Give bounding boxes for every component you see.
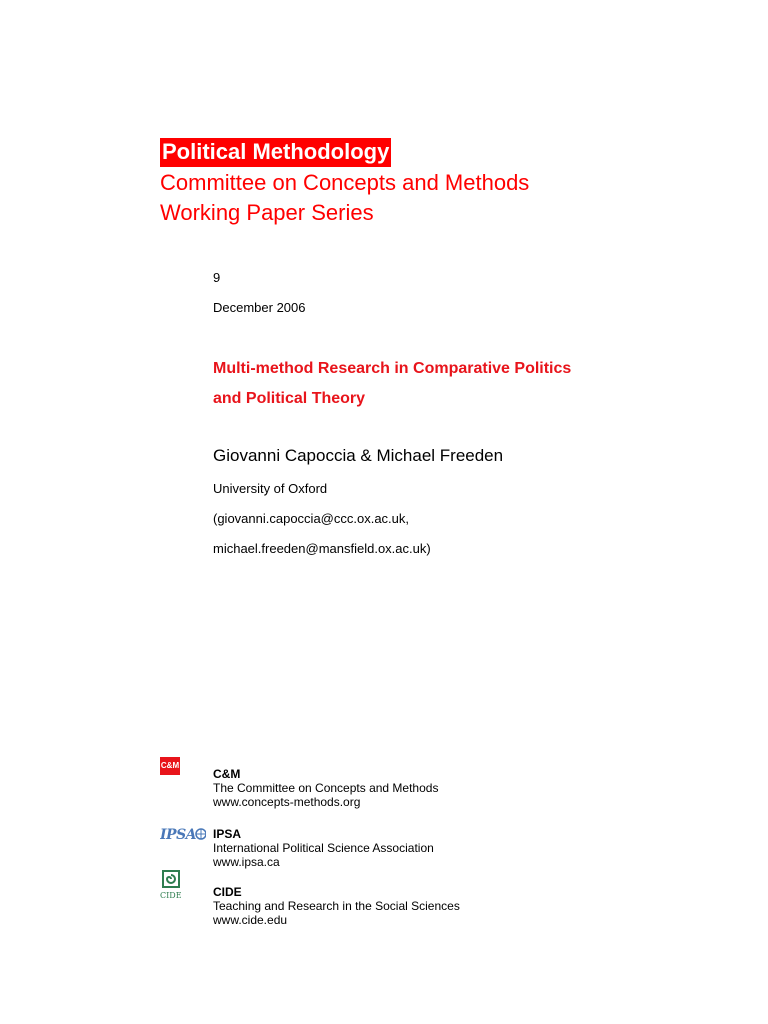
- paper-date: December 2006: [213, 300, 306, 315]
- svg-text:CIDE: CIDE: [160, 891, 182, 900]
- paper-number: 9: [213, 270, 221, 285]
- org-description: The Committee on Concepts and Methods: [213, 781, 439, 795]
- authors: Giovanni Capoccia & Michael Freeden: [213, 446, 504, 465]
- cide-logo-icon: [160, 870, 182, 905]
- series-title: Political Methodology: [160, 138, 391, 167]
- org-name: CIDE: [213, 885, 242, 899]
- cm-logo-icon: C&M: [160, 757, 180, 775]
- author-email-2: michael.freeden@mansfield.ox.ac.uk): [213, 541, 431, 556]
- svg-text:IPSA: IPSA: [160, 827, 197, 842]
- affiliation: University of Oxford: [213, 481, 328, 496]
- series-header: [160, 138, 529, 228]
- paper-title-line-1: Multi-method Research in Comparative Politics: [213, 360, 572, 377]
- org-description: Teaching and Research in the Social Sciences: [213, 899, 460, 913]
- series-subtitle-committee: Committee on Concepts and Methods: [160, 170, 530, 195]
- paper-title: [213, 354, 733, 414]
- org-url: www.cide.edu: [213, 913, 288, 927]
- author-email-1: (giovanni.capoccia@ccc.ox.ac.uk,: [213, 511, 410, 526]
- org-name: C&M: [213, 767, 241, 781]
- org-url: www.concepts-methods.org: [213, 795, 361, 809]
- series-subtitle-working-paper: Working Paper Series: [160, 200, 374, 225]
- org-cm: [160, 757, 660, 817]
- org-cide: [160, 870, 660, 930]
- org-url: www.ipsa.ca: [213, 855, 280, 869]
- ipsa-logo-icon: [160, 826, 206, 847]
- org-name: IPSA: [213, 827, 242, 841]
- paper-title-line-2: and Political Theory: [213, 390, 366, 407]
- org-description: International Political Science Association: [213, 841, 434, 855]
